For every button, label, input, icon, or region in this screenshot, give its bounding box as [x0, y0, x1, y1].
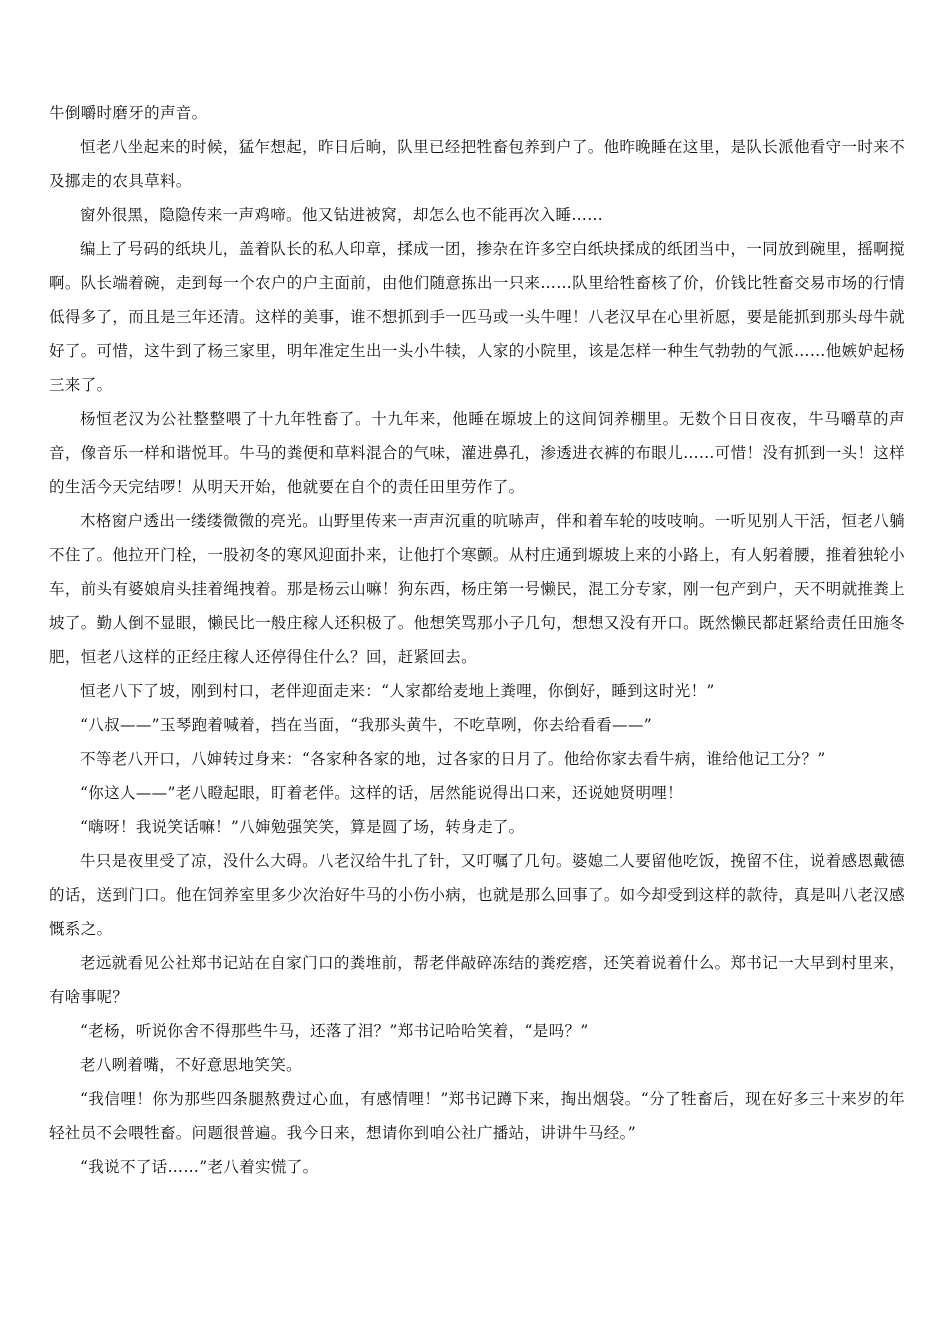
paragraph: 杨恒老汉为公社整整喂了十九年牲畜了。十九年来，他睡在塬坡上的这间饲养棚里。无数个日日夜夜，牛马嚼草的声音，像音乐一样和谐悦耳。牛马的粪便和草料混合的气味，灌进鼻孔，渗透进衣裤的布眼儿……可惜！没有抓到一头！这样的生活今天完结啰！从明天开始，他就要在自个的责任田里劳作了。	[49, 410, 905, 496]
paragraph: 老远就看见公社郑书记站在自家门口的粪堆前，帮老伴敲碎冻结的粪疙瘩，还笑着说着什么。郑书记一大早到村里来，有啥事呢？	[49, 954, 905, 1006]
paragraph: 不等老八开口，八婶转过身来：“各家种各家的地，过各家的日月了。他给你家去看牛病，谁给他记工分？”	[80, 750, 826, 768]
paragraph: “老杨，听说你舍不得那些牛马，还落了泪？”郑书记哈哈笑着，“是吗？”	[80, 1022, 589, 1040]
paragraph: 恒老八下了坡，刚到村口，老伴迎面走来：“人家都给麦地上粪哩，你倒好，睡到这时光！”	[80, 682, 715, 700]
paragraph: “嗨呀！我说笑话嘛！”八婶勉强笑笑，算是圆了场，转身走了。	[80, 818, 525, 836]
paragraph: 牛倒嚼时磨牙的声音。	[49, 104, 208, 122]
paragraph: “八叔——”玉琴跑着喊着，挡在当面，“我那头黄牛，不吃草咧，你去给看看——”	[80, 716, 652, 734]
paragraph: 编上了号码的纸块儿，盖着队长的私人印章，揉成一团，掺杂在许多空白纸块揉成的纸团当中，一同放到碗里，摇啊搅啊。队长端着碗，走到每一个农户的户主面前，由他们随意拣出一只来……队里给牲畜核了价，价钱比牲畜交易市场的行情低得多了，而且是三年还清。这样的美事，谁不想抓到手一匹马或一头牛哩！八老汉早在心里祈愿，要是能抓到那头母牛就好了。可惜，这牛到了杨三家里，明年准定生出一头小牛犊，人家的小院里，该是怎样一种生气勃勃的气派……他嫉妒起杨三来了。	[49, 240, 905, 394]
paragraph: “我说不了话……”老八着实慌了。	[80, 1158, 319, 1176]
paragraph: 牛只是夜里受了凉，没什么大碍。八老汉给牛扎了针，又叮嘱了几句。婆媳二人要留他吃饭，挽留不住，说着感恩戴德的话，送到门口。他在饲养室里多少次治好牛马的小伤小病，也就是那么回事了。如今却受到这样的款待，真是叫八老汉感慨系之。	[49, 852, 905, 938]
paragraph: 恒老八坐起来的时候，猛乍想起，昨日后晌，队里已经把牲畜包养到户了。他昨晚睡在这里，是队长派他看守一时来不及挪走的农具草料。	[49, 138, 905, 190]
paragraph: “我信哩！你为那些四条腿熬费过心血，有感情哩！”郑书记蹲下来，掏出烟袋。“分了牲畜后，现在好多三十来岁的年轻社员不会喂牲畜。问题很普遍。我今日来，想请你到咱公社广播站，讲讲牛马经。”	[49, 1090, 905, 1142]
paragraph: “你这人——”老八瞪起眼，盯着老伴。这样的话，居然能说得出口来，还说她贤明哩！	[80, 784, 684, 802]
paragraph: 窗外很黑，隐隐传来一声鸡啼。他又钻进被窝，却怎么也不能再次入睡……	[80, 206, 604, 224]
paragraph: 木格窗户透出一缕缕微微的亮光。山野里传来一声声沉重的吭哧声，伴和着车轮的吱吱响。一听见别人干活，恒老八躺不住了。他拉开门栓，一股初冬的寒风迎面扑来，让他打个寒颤。从村庄通到塬坡上来的小路上，有人躬着腰，推着独轮小车，前头有婆娘肩头挂着绳拽着。那是杨云山嘛！狗东西，杨庄第一号懒民，混工分专家，刚一包产到户，天不明就推粪上坡了。勤人倒不显眼，懒民比一般庄稼人还积极了。他想笑骂那小子几句，想想又没有开口。既然懒民都赶紧给责任田施冬肥，恒老八这样的正经庄稼人还停得住什么？回，赶紧回去。	[49, 512, 905, 666]
paragraph: 老八咧着嘴，不好意思地笑笑。	[80, 1056, 302, 1074]
story-text	[49, 96, 905, 1184]
